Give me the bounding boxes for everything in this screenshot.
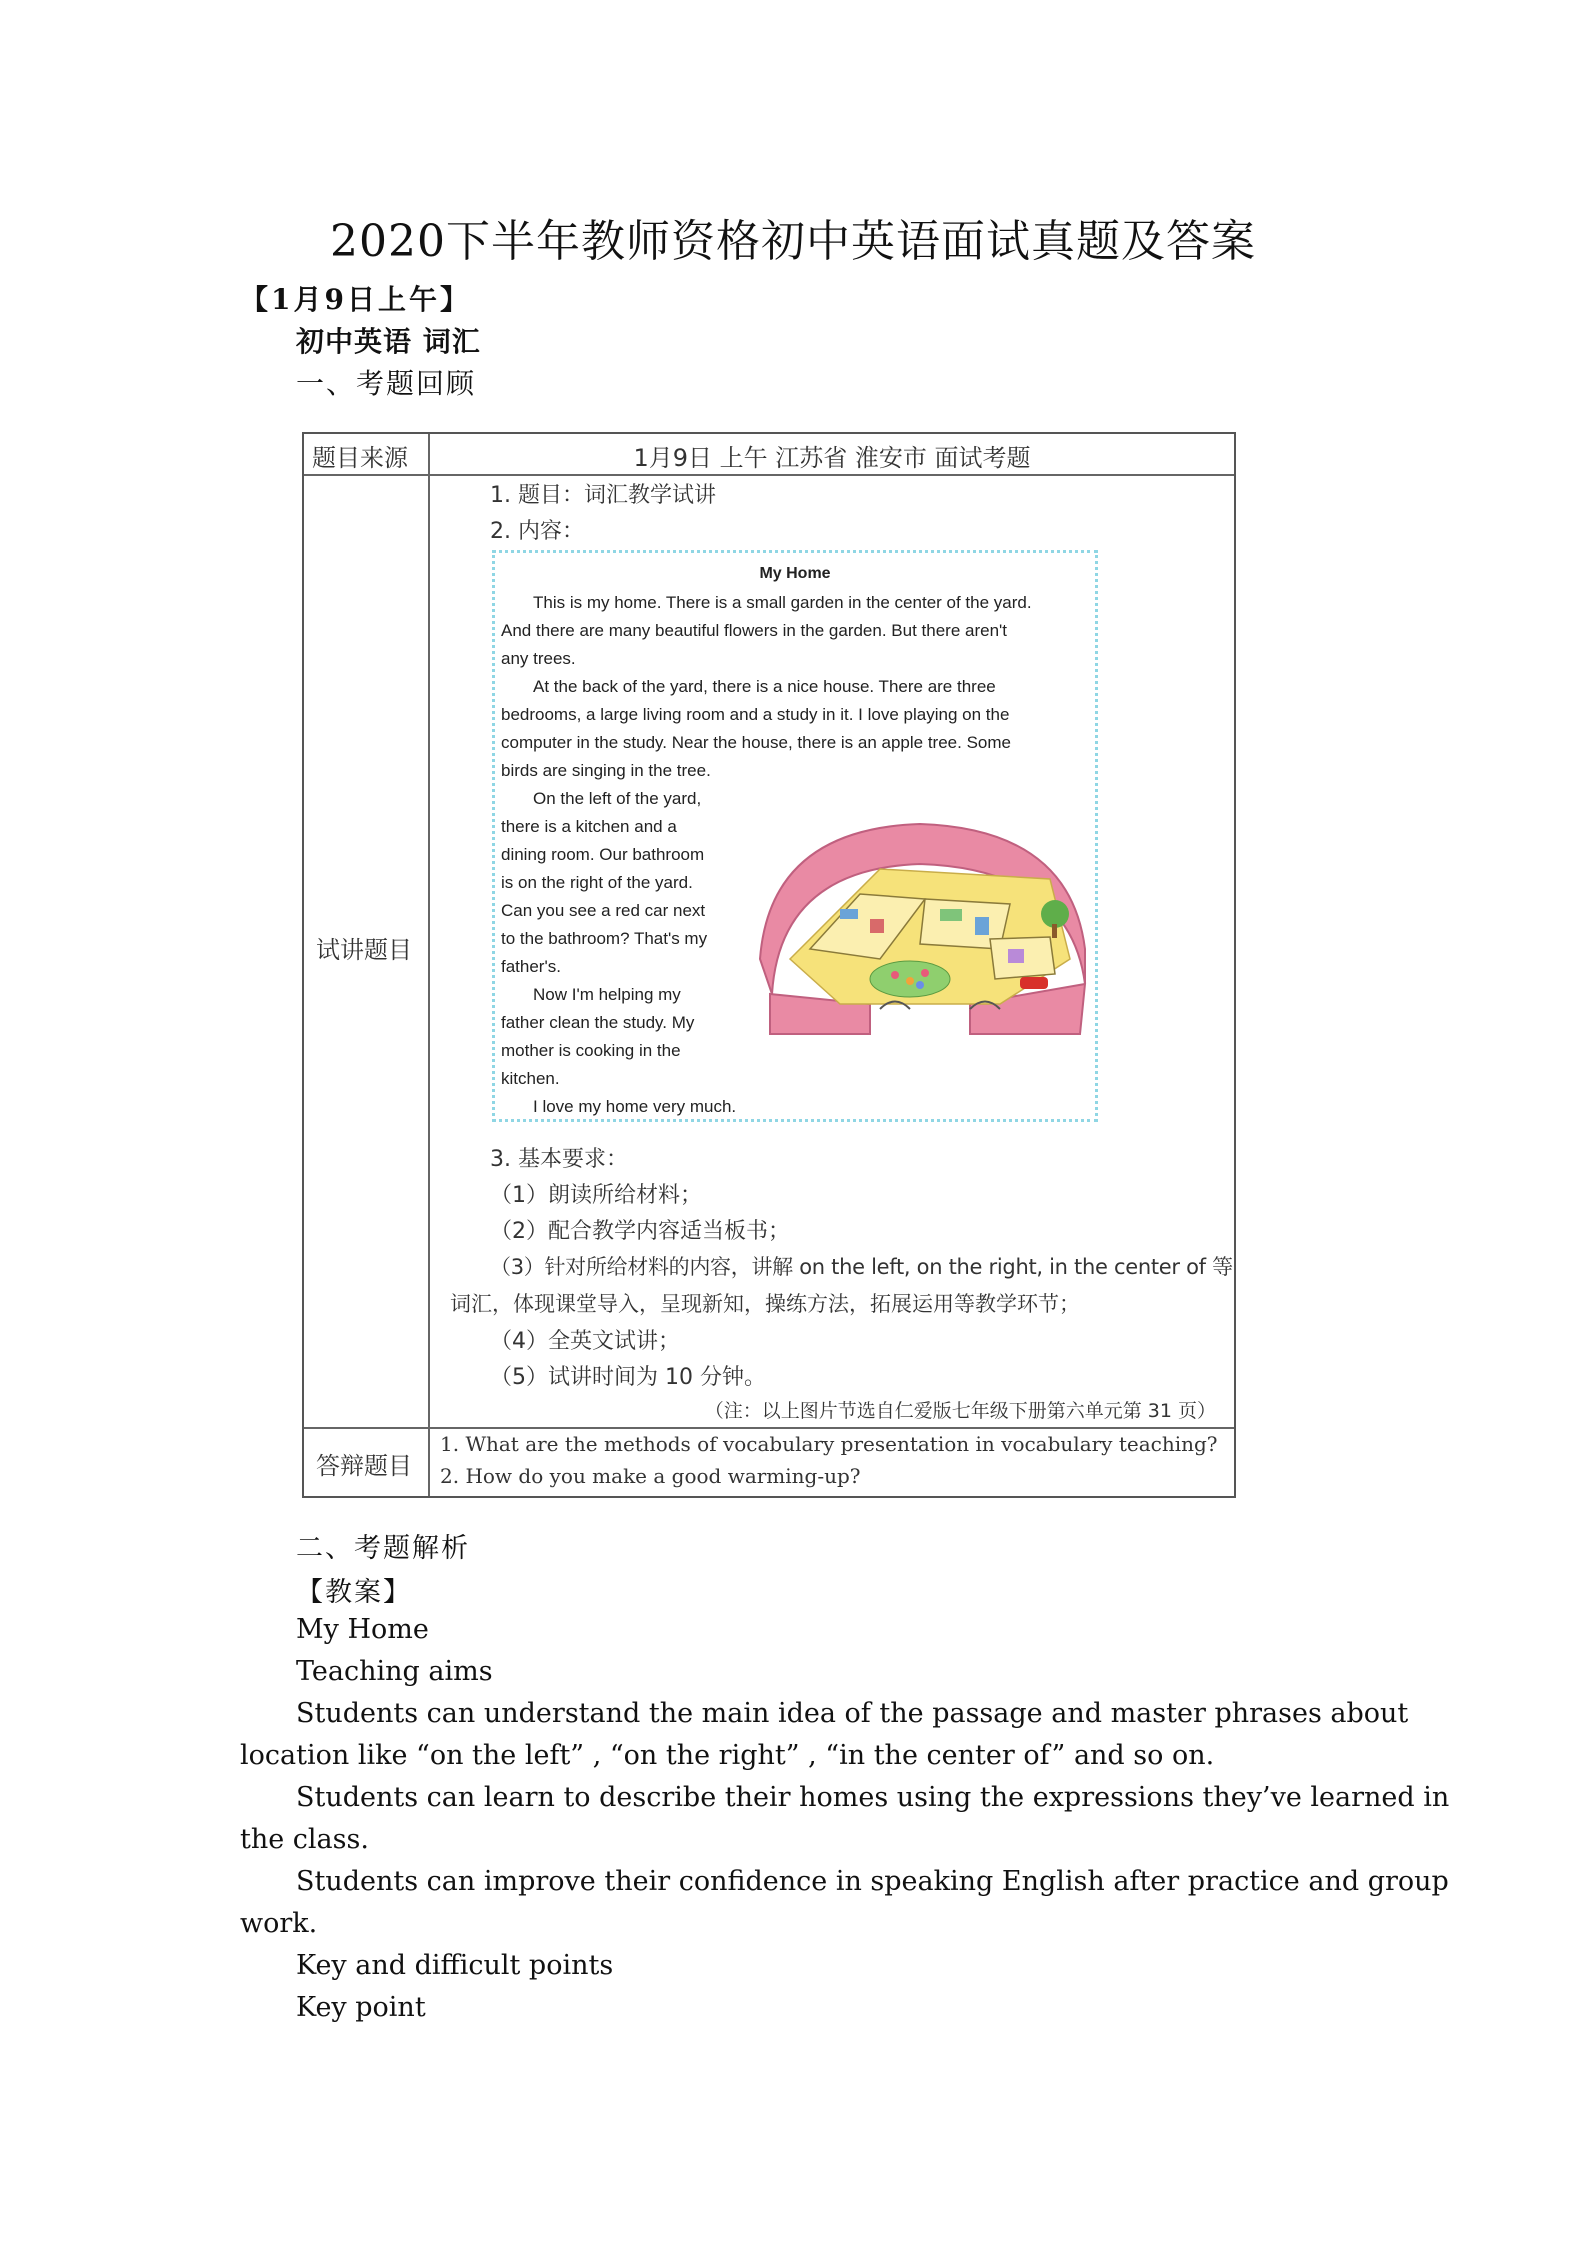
- passage-line: I love my home very much.: [533, 1097, 737, 1116]
- passage-title: My Home: [759, 565, 831, 582]
- aim-line: Students can understand the main idea of the passage and master phrases about: [296, 1698, 1409, 1729]
- passage-line: And there are many beautiful flowers in the garden. But there aren't: [501, 621, 1007, 640]
- passage-line: Can you see a red car next: [501, 901, 706, 920]
- source-note: （注：以上图片节选自仁爱版七年级下册第六单元第 31 页）: [704, 1400, 1216, 1422]
- aim-line: work.: [240, 1908, 318, 1939]
- aim-line: Students can learn to describe their homes using the expressions they’ve learned in: [296, 1782, 1450, 1813]
- textbook-passage: [492, 550, 1098, 1122]
- passage-line: birds are singing in the tree.: [501, 761, 711, 780]
- passage-line: This is my home. There is a small garden in the center of the yard.: [533, 593, 1032, 612]
- passage-line: Now I'm helping my: [533, 985, 681, 1004]
- passage-line: to the bathroom? That's my: [501, 929, 708, 948]
- requirement-item: （4）全英文试讲；: [490, 1329, 680, 1354]
- section-analysis-heading: 二、考题解析: [296, 1533, 470, 1564]
- exam-table: [302, 432, 1236, 1498]
- passage-line: kitchen.: [501, 1069, 560, 1088]
- passage-line: bedrooms, a large living room and a study in it. I love playing on the: [501, 705, 1010, 724]
- key-point-heading: Key point: [296, 1992, 426, 2023]
- date-heading: 【1月9日上午】: [240, 283, 471, 316]
- content-line: 2. 内容：: [490, 519, 584, 544]
- aim-line: the class.: [240, 1824, 369, 1855]
- aim-line: location like “on the left” , “on the right” , “in the center of” and so on.: [240, 1740, 1215, 1771]
- trial-label: 试讲题目: [316, 936, 412, 964]
- lesson-title: My Home: [296, 1614, 429, 1645]
- passage-line: On the left of the yard,: [533, 789, 702, 808]
- passage-line: computer in the study. Near the house, there is an apple tree. Some: [501, 733, 1011, 752]
- passage-line: At the back of the yard, there is a nice house. There are three: [533, 677, 996, 696]
- topic-line: 1. 题目：词汇教学试讲: [490, 483, 716, 508]
- passage-line: mother is cooking in the: [501, 1041, 681, 1060]
- table-divider: [304, 474, 1234, 476]
- house-illustration: [750, 809, 1090, 1049]
- table-divider: [428, 434, 430, 1496]
- subject-heading: 初中英语 词汇: [296, 325, 481, 358]
- passage-line: father clean the study. My: [501, 1013, 695, 1032]
- passage-line: any trees.: [501, 649, 576, 668]
- source-value: 1月9日 上午 江苏省 淮安市 面试考题: [633, 444, 1031, 472]
- defense-label: 答辩题目: [316, 1452, 412, 1480]
- requirements-title: 3. 基本要求：: [490, 1147, 628, 1172]
- requirement-item: 词汇，体现课堂导入，呈现新知，操练方法，拓展运用等教学环节；: [450, 1292, 1080, 1316]
- requirement-item: （5）试讲时间为 10 分钟。: [490, 1365, 766, 1390]
- key-difficult-heading: Key and difficult points: [296, 1950, 614, 1981]
- defense-question: 1. What are the methods of vocabulary presentation in vocabulary teaching?: [440, 1432, 1218, 1456]
- passage-line: is on the right of the yard.: [501, 873, 693, 892]
- requirement-item: （3）针对所给材料的内容，讲解 on the left, on the right, in the center of 等: [490, 1255, 1233, 1279]
- requirement-item: （2）配合教学内容适当板书；: [490, 1219, 790, 1244]
- passage-line: father's.: [501, 957, 561, 976]
- requirement-item: （1）朗读所给材料；: [490, 1183, 702, 1208]
- source-label: 题目来源: [312, 444, 408, 472]
- lesson-plan-label: 【教案】: [296, 1577, 412, 1608]
- document-title: 2020下半年教师资格初中英语面试真题及答案: [330, 216, 1256, 267]
- defense-question: 2. How do you make a good warming-up?: [440, 1464, 861, 1488]
- passage-line: dining room. Our bathroom: [501, 845, 705, 864]
- passage-line: there is a kitchen and a: [501, 817, 677, 836]
- teaching-aims-heading: Teaching aims: [296, 1656, 493, 1687]
- aim-line: Students can improve their confidence in speaking English after practice and group: [296, 1866, 1449, 1897]
- section-review-heading: 一、考题回顾: [296, 367, 477, 400]
- table-divider: [304, 1427, 1234, 1429]
